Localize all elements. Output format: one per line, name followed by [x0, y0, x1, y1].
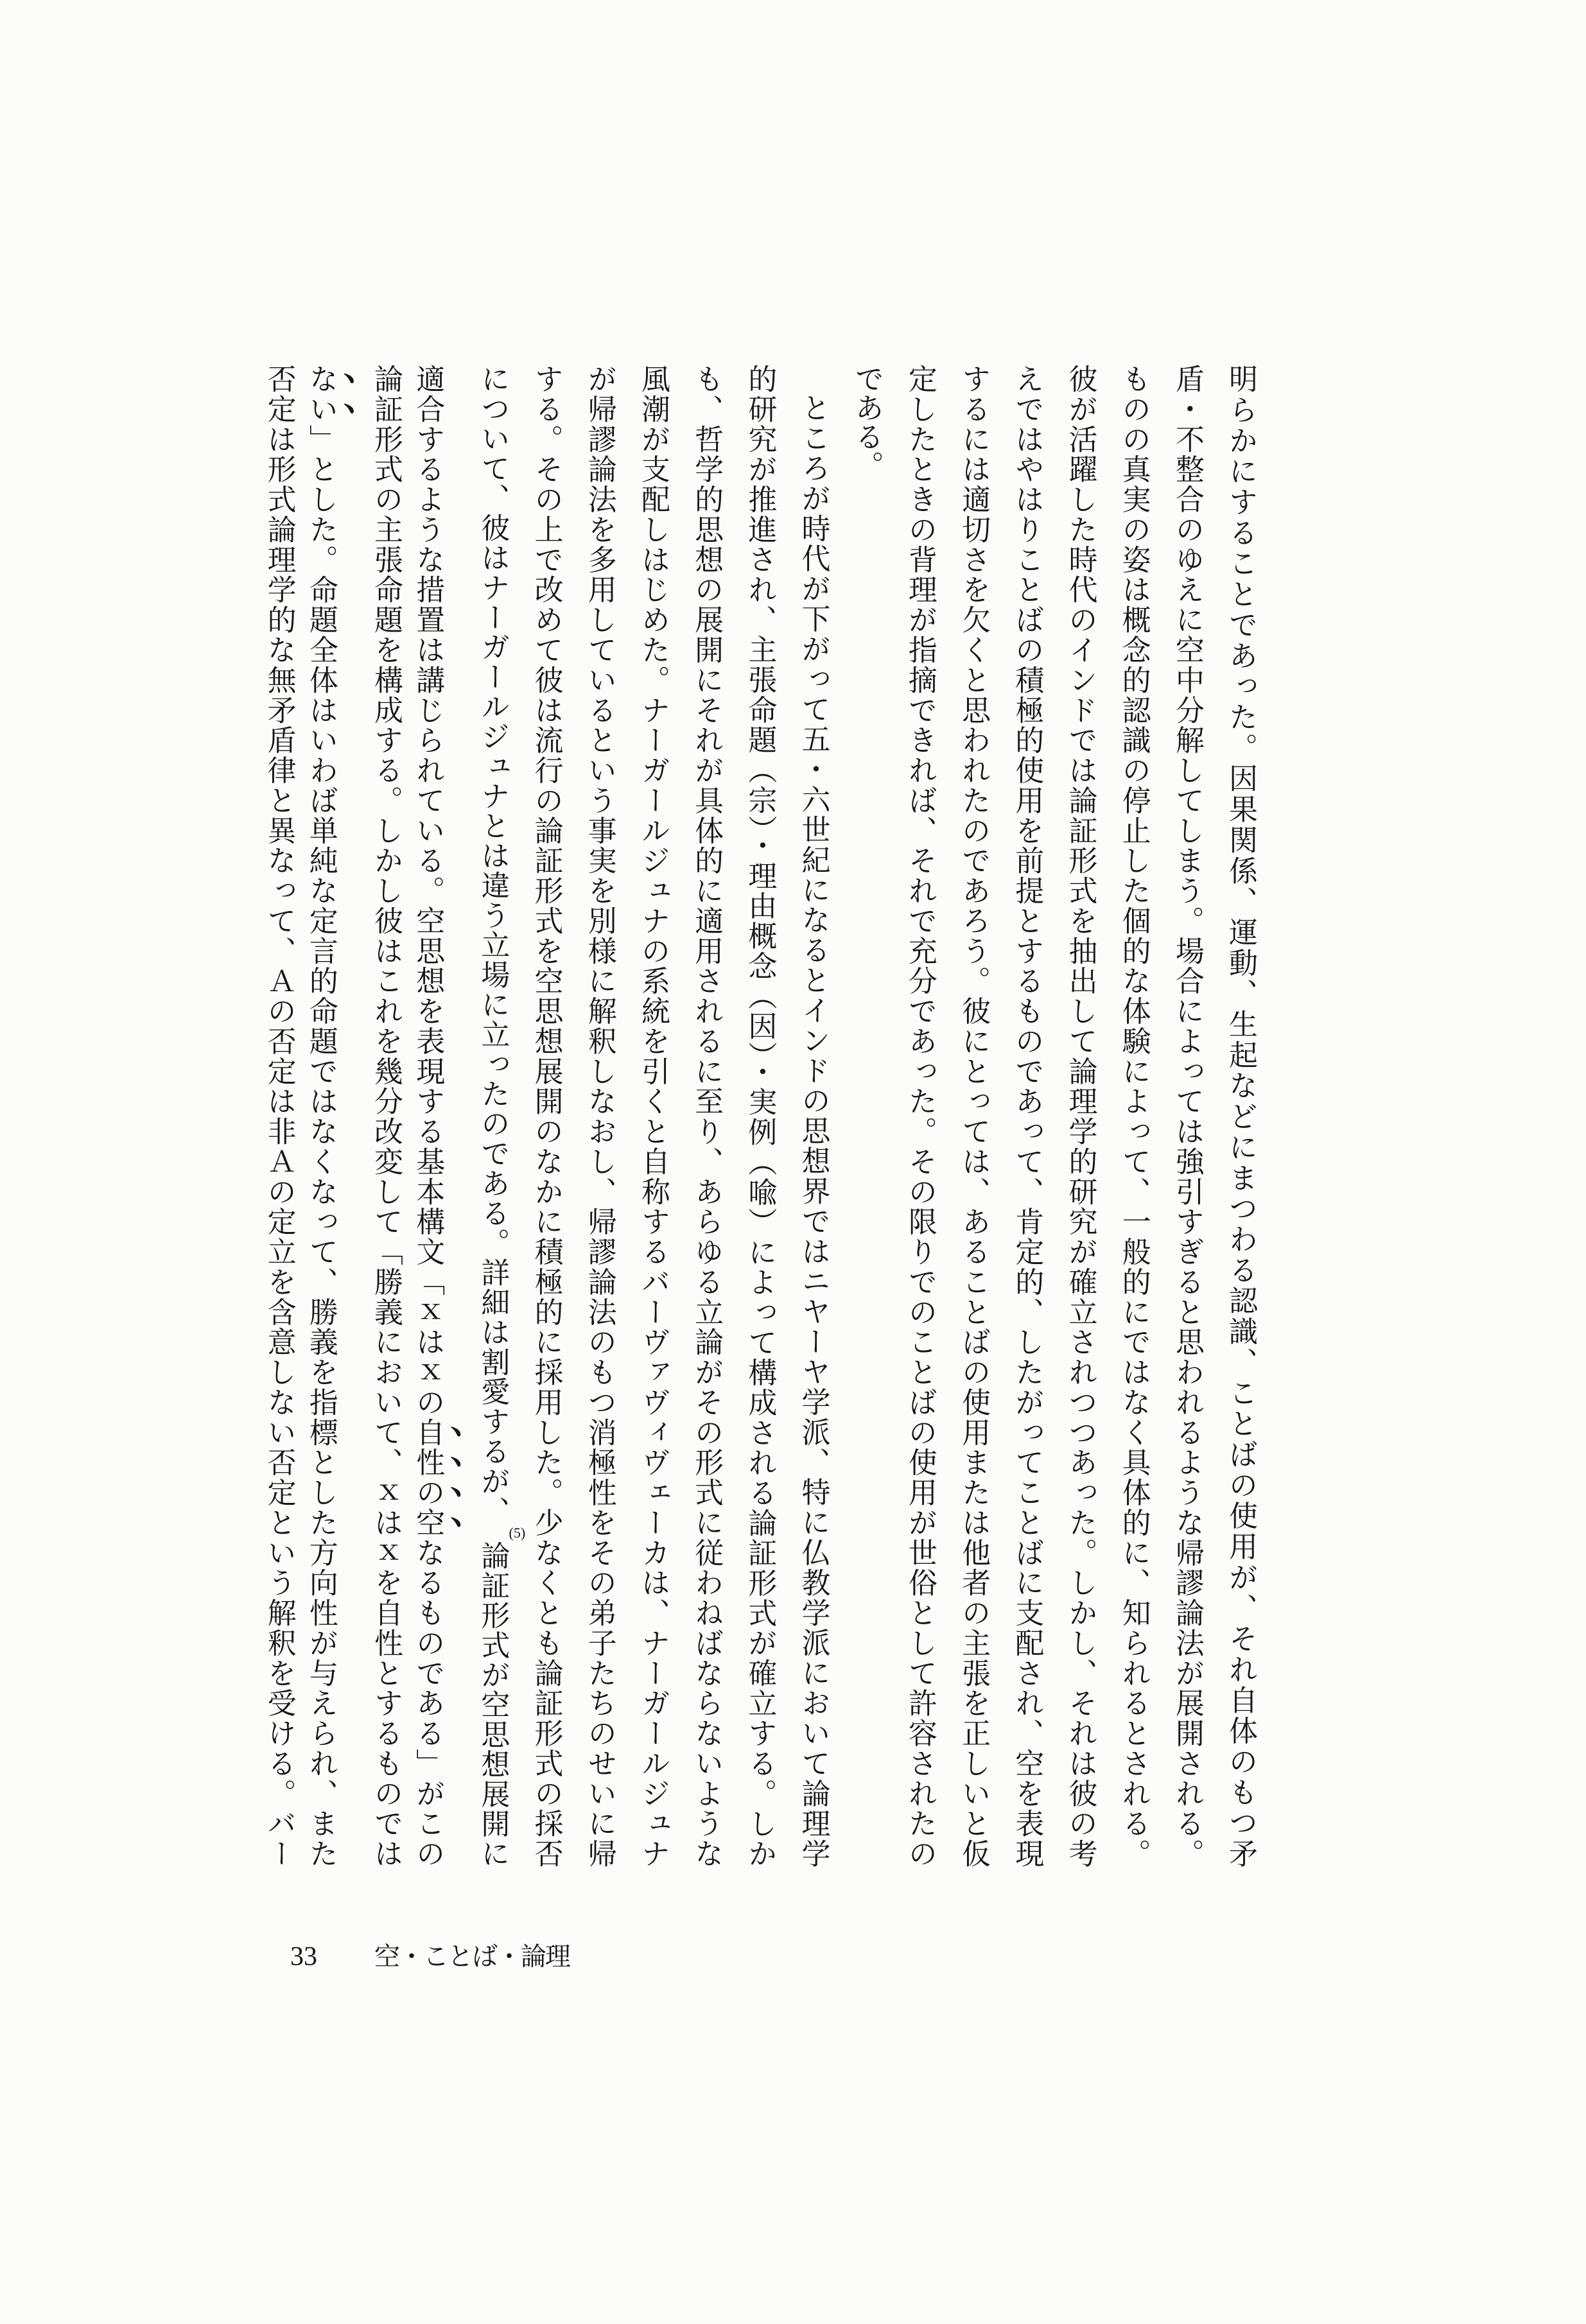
text-segment: 論証形式が空思想展開に: [476, 1539, 510, 1868]
text-column: するには適切さを欠くと思われたのであろう。彼にとっては、あることばの使用または他者の主張を正しいと仮: [957, 364, 991, 1868]
text-segment: について、彼はナーガールジュナとは違う立場に立ったのである。詳細は割愛するが、: [476, 364, 510, 1526]
emphasized-text: ない: [304, 364, 338, 424]
text-column: 盾・不整合のゆえに空中分解してしまう。場合によっては強引すぎると思われるような帰謬論法が展開される。: [1170, 364, 1205, 1868]
emphasized-text: 自性の空: [411, 1417, 446, 1538]
text-segment: 」とした。命題全体はいわば単純な定言的命題ではなくなって、勝義を指標とした方向性が与えられ、また: [304, 424, 338, 1868]
text-column: する。その上で改めて彼は流行の論証形式を空思想展開のなかに積極的に採用した。少なくとも論証形式の採否: [529, 364, 564, 1868]
text-column: も、哲学的思想の展開にそれが具体的に適用されるに至り、あらゆる立論がその形式に従わねばならないような: [690, 364, 724, 1868]
text-column: ところが時代が下がって五・六世紀になるとインドの思想界ではニヤーヤ学派、特に仏教学派において論理学: [796, 393, 831, 1868]
vertical-text-block: [252, 364, 1268, 1868]
text-column: ものの真実の姿は概念的認識の停止した個的な体験によって、一般的にではなく具体的に、知られるとされる。: [1117, 364, 1151, 1868]
text-column: が帰謬論法を多用しているという事実を別様に解釈しなおし、帰謬論法のもつ消極性をその弟子たちのせいに帰: [582, 364, 617, 1868]
text-segment: 適合するような措置は講じられている。空思想を表現する基本構文「ｘはｘの: [411, 364, 446, 1418]
text-column: 風潮が支配しはじめた。ナーガールジュナの系統を引くと自称するバーヴァヴィヴェーカは、ナーガールジュナ: [636, 364, 670, 1868]
text-column: 明らかにすることであった。因果関係、運動、生起などにまつわる認識、ことばの使用が、それ自体のもつ矛: [1224, 364, 1258, 1868]
text-column: 否定は形式論理学的な無矛盾律と異なって、Ａの否定は非Ａの定立を含意しない否定という解釈を受ける。バー: [262, 364, 297, 1868]
text-column: 定したときの背理が指摘できれば、それで充分であった。その限りでのことばの使用が世俗として許容されたの: [903, 364, 937, 1868]
text-column: 彼が活躍した時代のインドでは論証形式を抽出して論理学的研究が確立されつつあった。しかし、それは彼の考: [1063, 364, 1098, 1868]
text-column: [306, 364, 360, 1868]
text-segment: なるものである」がこの: [411, 1538, 446, 1868]
note-reference: (5): [509, 1524, 526, 1541]
text-column: である。: [850, 364, 884, 480]
text-column: [466, 364, 526, 1868]
text-column: [413, 364, 466, 1868]
page-number: 33: [290, 1942, 317, 1972]
text-column: えではやはりことばの積極的使用を前提とするものであって、肯定的、したがってことばに支配され、空を表現: [1010, 364, 1045, 1868]
running-title: 空・ことば・論理: [374, 1942, 570, 1972]
text-column: 的研究が推進され、主張命題（宗）・理由概念（因）・実例（喩）によって構成される論証形式が確立する。しか: [743, 364, 778, 1868]
text-column: 論証形式の主張命題を構成する。しかし彼はこれを幾分改変して「勝義において、ｘはｘを自性とするものでは: [369, 364, 403, 1868]
